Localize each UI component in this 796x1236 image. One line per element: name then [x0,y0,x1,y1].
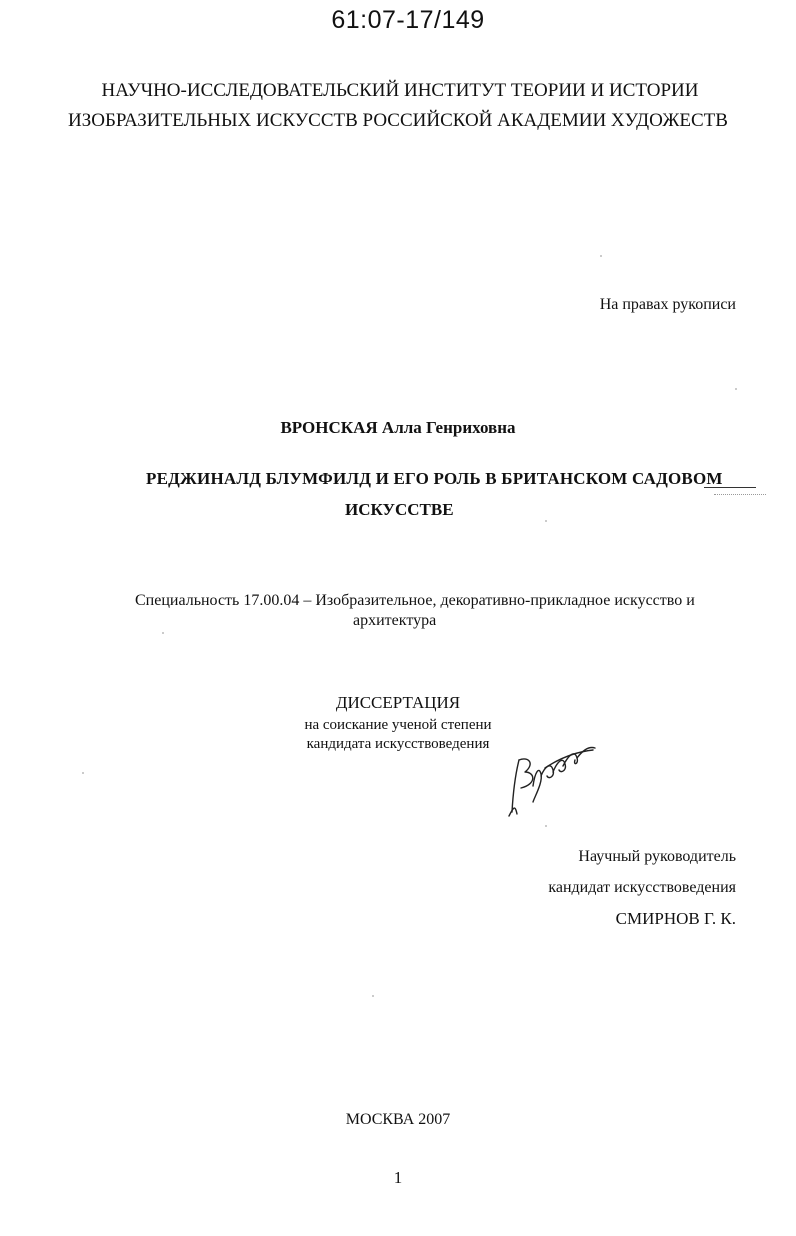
scan-speck [545,825,547,827]
dissertation-degree-line-2: кандидата искусствоведения [306,736,490,752]
thesis-title-line-1: РЕДЖИНАЛД БЛУМФИЛД И ЕГО РОЛЬ В БРИТАНСКОМ САДОВОМ [146,469,723,488]
institution-line-1: НАУЧНО-ИССЛЕДОВАТЕЛЬСКИЙ ИНСТИТУТ ТЕОРИИ И ИСТОРИИ [101,80,699,101]
archive-code: 61:07-17/149 [331,6,485,34]
dissertation-degree-line-1: на соискание ученой степени [304,717,492,733]
scan-speck [82,772,84,774]
specialty-line-1: Специальность 17.00.04 – Изобразительное, декоративно-прикладное искусство и [135,592,695,609]
city-year: МОСКВА 2007 [345,1111,451,1128]
supervisor-role: Научный руководитель [578,848,736,865]
thesis-title-line-2: ИСКУССТВЕ [345,500,454,519]
supervisor-degree: кандидат искусствоведения [548,879,736,896]
scan-speck [372,995,374,997]
scan-speck [600,255,602,257]
page-number: 1 [393,1168,403,1187]
scan-speck [735,388,737,390]
scan-speck [545,520,547,522]
handwritten-signature [505,742,600,820]
dissertation-heading: ДИССЕРТАЦИЯ [335,693,461,712]
author-name: ВРОНСКАЯ Алла Генриховна [280,418,516,437]
scan-speck [162,632,164,634]
title-underline-mark [704,487,756,488]
title-dotted-mark [714,494,766,495]
manuscript-note: На правах рукописи [599,296,736,313]
institution-line-2: ИЗОБРАЗИТЕЛЬНЫХ ИСКУССТВ РОССИЙСКОЙ АКАДЕМИИ ХУДОЖЕСТВ [68,110,728,131]
supervisor-name: СМИРНОВ Г. К. [615,909,736,928]
specialty-line-2: архитектура [353,612,437,629]
